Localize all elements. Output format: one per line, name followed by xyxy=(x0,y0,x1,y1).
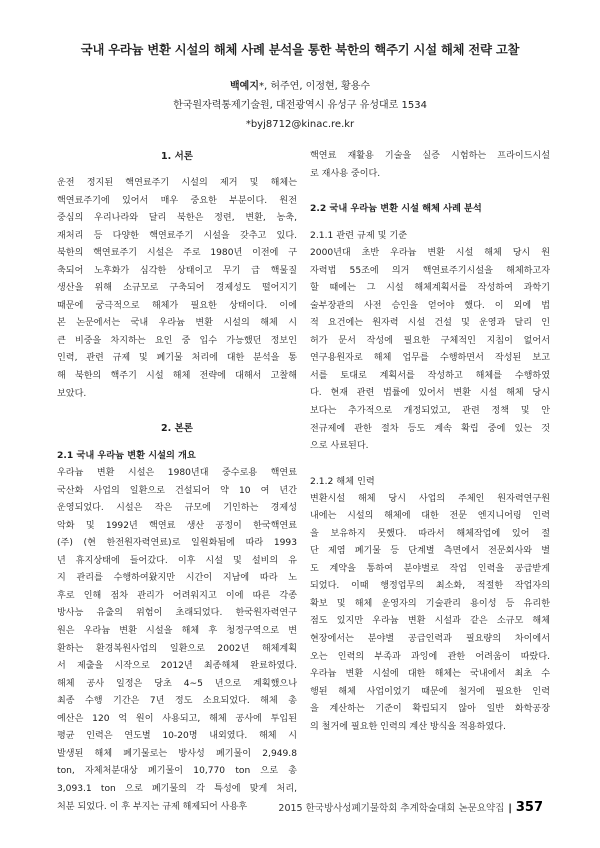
text-line: 핵연료 재활용 기술을 실증 시험하는 프라이드시설 xyxy=(310,151,550,161)
author-email: *byj8712@kinac.re.kr xyxy=(245,119,355,130)
text-line: 인력, 관련 규제 및 폐기물 처리에 대한 분석을 통 xyxy=(57,353,297,364)
text-line: 핵연료주기에 있어서 매우 중요한 부분이다. 원전 xyxy=(57,195,297,206)
paper-title: 국내 우라늄 변환 시설의 해체 사례 분석을 통한 북한의 핵주기 시설 해체 전략 고찰 xyxy=(80,43,520,57)
text-line: 원은 우라늄 변환 시설을 해체 후 청정구역으로 변 xyxy=(57,626,297,637)
subsection-heading-overview: 2.1 국내 우라늄 변환 시설의 개요 xyxy=(57,450,196,462)
corresponding-mark: * xyxy=(258,81,264,92)
first-author: 백예지 xyxy=(230,81,259,92)
text-line: 오는 인력의 부족과 과잉에 관한 어려움이 따랐다. xyxy=(310,651,550,662)
subsection-heading-case-analysis: 2.2 국내 우라늄 변환 시설 해체 사례 분석 xyxy=(310,203,482,215)
text-line: (주) (현 한전원자력연료)로 일원화됨에 따라 1993 xyxy=(57,538,297,549)
section-heading-body: 2. 본론 xyxy=(161,423,193,435)
text-line: 변환시설 해체 당시 사업의 주체인 원자력연구원 xyxy=(310,493,550,504)
text-line: 큰 비중을 차지하는 요인 중 입수 가능했던 정보인 xyxy=(57,335,297,346)
introduction-paragraph xyxy=(57,175,297,403)
text-line: 방사능 유출의 위험이 초래되었다. 한국원자력연구 xyxy=(57,608,297,619)
text-line: 현장에서는 분야별 공급인력과 필요량의 차이에서 xyxy=(310,634,550,645)
text-line: 연구용원자로 해체 업무를 수행하면서 작성된 보고 xyxy=(310,353,550,364)
overview-paragraph xyxy=(57,465,297,816)
text-line: 되었다. 이때 행정업무의 최소화, 적절한 작업자의 xyxy=(310,581,550,592)
text-line: 최종 수행 기간은 7년 정도 소요되었다. 해체 총 xyxy=(57,696,297,707)
text-line: 지 관리를 수행하여왔지만 시간이 지남에 따라 노 xyxy=(57,573,297,584)
text-line: 평균 인력은 연도별 10-20명 내외였다. 해체 시 xyxy=(57,731,297,742)
text-line: 우라늄 변환 시설에 대한 해체는 국내에서 최초 수 xyxy=(310,669,550,680)
text-line: 우라늄 변환 시설은 1980년대 중수로용 핵연료 xyxy=(57,468,297,479)
page-number: 357 xyxy=(515,800,543,815)
text-line: 때문에 궁극적으로 해체가 필요한 상태이다. 이에 xyxy=(57,300,297,311)
text-line: 으로 사료된다. xyxy=(310,441,369,452)
text-line: 전규제에 관한 절차 등도 계속 확립 중에 있는 것 xyxy=(310,423,550,434)
text-line: ton, 자체처분대상 폐기물이 10,770 ton 으로 총 xyxy=(57,766,297,777)
page-footer xyxy=(278,800,543,815)
text-line: 악화 및 1992년 핵연료 생산 공정이 한국핵연료 xyxy=(57,520,297,531)
left-column xyxy=(57,148,297,816)
text-line: 환하는 환경복원사업의 일환으로 2002년 해체계획 xyxy=(57,643,297,654)
text-line: 허가 문서 작성에 필요한 구체적인 지침이 없어서 xyxy=(310,335,550,346)
text-line: 내에는 시설의 해체에 대한 전문 엔지니어링 인력 xyxy=(310,511,550,522)
text-line: 본 논문에서는 국내 우라늄 변환 시설의 해체 시 xyxy=(57,318,297,329)
text-line: 서 제출을 시작으로 2012년 최종해체 완료하였다. xyxy=(57,661,297,672)
text-line: 해 북한의 핵주기 시설 해체 전략에 대해서 고찰해 xyxy=(57,371,297,382)
text-line: 중심의 우리나라와 달리 북한은 정련, 변환, 농축, xyxy=(57,213,297,224)
text-line: 운영되었다. 시설은 작은 규모에 기인하는 경제성 xyxy=(57,503,297,514)
subsubsection-heading-regulation: 2.1.1 관련 규제 및 기준 xyxy=(310,230,408,242)
overview-paragraph-continued xyxy=(310,148,550,183)
proceedings-name: 2015 한국방사성폐기물학회 추계학술대회 논문요약집 xyxy=(278,803,505,814)
text-line: 보았다. xyxy=(57,388,87,399)
author-list xyxy=(40,77,560,96)
affiliation: 한국원자력통제기술원, 대전광역시 유성구 유성대로 1534 xyxy=(173,100,427,111)
text-line: 해체 공사 일정은 당초 4∼5 년으로 계획했으나 xyxy=(57,678,297,689)
text-line: 보다는 추가적으로 개정되었고, 관련 정책 및 안 xyxy=(310,406,550,417)
text-line: 2000년대 초반 우라늄 변환 시설 해체 당시 원 xyxy=(310,248,550,259)
text-line: 생산을 위해 소규모로 구축되어 경제성도 떨어지기 xyxy=(57,283,297,294)
text-line: 점도 있지만 우라늄 변환 시설과 같은 소규모 해체 xyxy=(310,616,550,627)
regulation-paragraph xyxy=(310,245,550,456)
text-line: 년 휴지상태에 들어갔다. 이후 시설 및 설비의 유 xyxy=(57,555,297,566)
text-line: 도 계약을 통하여 분야별로 작업 인력을 공급받게 xyxy=(310,563,550,574)
text-line: 북한의 핵연료주기 시설은 주로 1980년 이전에 구 xyxy=(57,248,297,259)
text-line: 할 때에는 그 시설 해체계획서를 작성하여 과학기 xyxy=(310,283,550,294)
right-column xyxy=(310,148,550,736)
co-authors: , 허주연, 이정현, 황용수 xyxy=(263,81,370,92)
text-line: 술부장관의 사전 승인을 얻어야 했다. 이 외에 법 xyxy=(310,300,550,311)
text-line: 축되어 노후화가 심각한 상태이고 무기 급 핵물질 xyxy=(57,265,297,276)
text-line: 운전 정지된 핵연료주기 시설의 제거 및 해체는 xyxy=(57,178,297,188)
text-line: 국산화 사업의 일환으로 건설되어 약 10 여 년간 xyxy=(57,485,297,496)
text-line: 로 재사용 중이다. xyxy=(310,168,381,179)
text-line: 행된 해체 사업이었기 때문에 철거에 필요한 인력 xyxy=(310,686,550,697)
text-line: 의 철거에 필요한 인력의 계산 방식을 적용하였다. xyxy=(310,721,506,732)
text-line: 적 요건에는 원자력 시설 건설 및 운영과 달리 인 xyxy=(310,318,550,329)
author-block xyxy=(40,77,560,134)
section-heading-introduction: 1. 서론 xyxy=(161,151,193,162)
text-line: 발생된 해체 폐기물로는 방사성 폐기물이 2,949.8 xyxy=(57,748,297,759)
text-line: 후로 인해 점차 관리가 어려워지고 이에 따른 각종 xyxy=(57,590,297,601)
workforce-paragraph xyxy=(310,491,550,737)
text-line: 예산은 120 억 원이 사용되고, 해체 공사에 투입된 xyxy=(57,713,297,724)
text-line: 3,093.1 ton 으로 폐기물의 각 특성에 맞게 처리, xyxy=(57,783,297,794)
text-line: 자력법 55조에 의거 핵연료주기시설을 해체하고자 xyxy=(310,265,550,276)
text-line: 서를 토대로 계획서를 작성하고 해체를 수행하였 xyxy=(310,370,550,381)
subsubsection-heading-workforce: 2.1.2 해체 인력 xyxy=(310,475,375,487)
text-line: 을 보유하지 못했다. 따라서 해체작업에 있어 절 xyxy=(310,528,550,539)
text-line: 확보 및 해체 운영자의 기술관리 용이성 등 유리한 xyxy=(310,598,550,609)
text-line: 단 제염 폐기물 등 단계별 측면에서 전문회사와 별 xyxy=(310,546,550,557)
text-line: 재처리 등 다양한 핵연료주기 시설을 갖추고 있다. xyxy=(57,230,297,241)
text-line: 을 계산하는 기준이 확립되지 않아 일반 화학공장 xyxy=(310,704,550,715)
footer-divider: | xyxy=(508,803,512,814)
text-line: 처분 되었다. 이 후 부지는 규제 해제되어 사용후 xyxy=(57,801,248,812)
text-line: 다. 현재 관련 법률에 있어서 변환 시설 해체 당시 xyxy=(310,388,550,399)
